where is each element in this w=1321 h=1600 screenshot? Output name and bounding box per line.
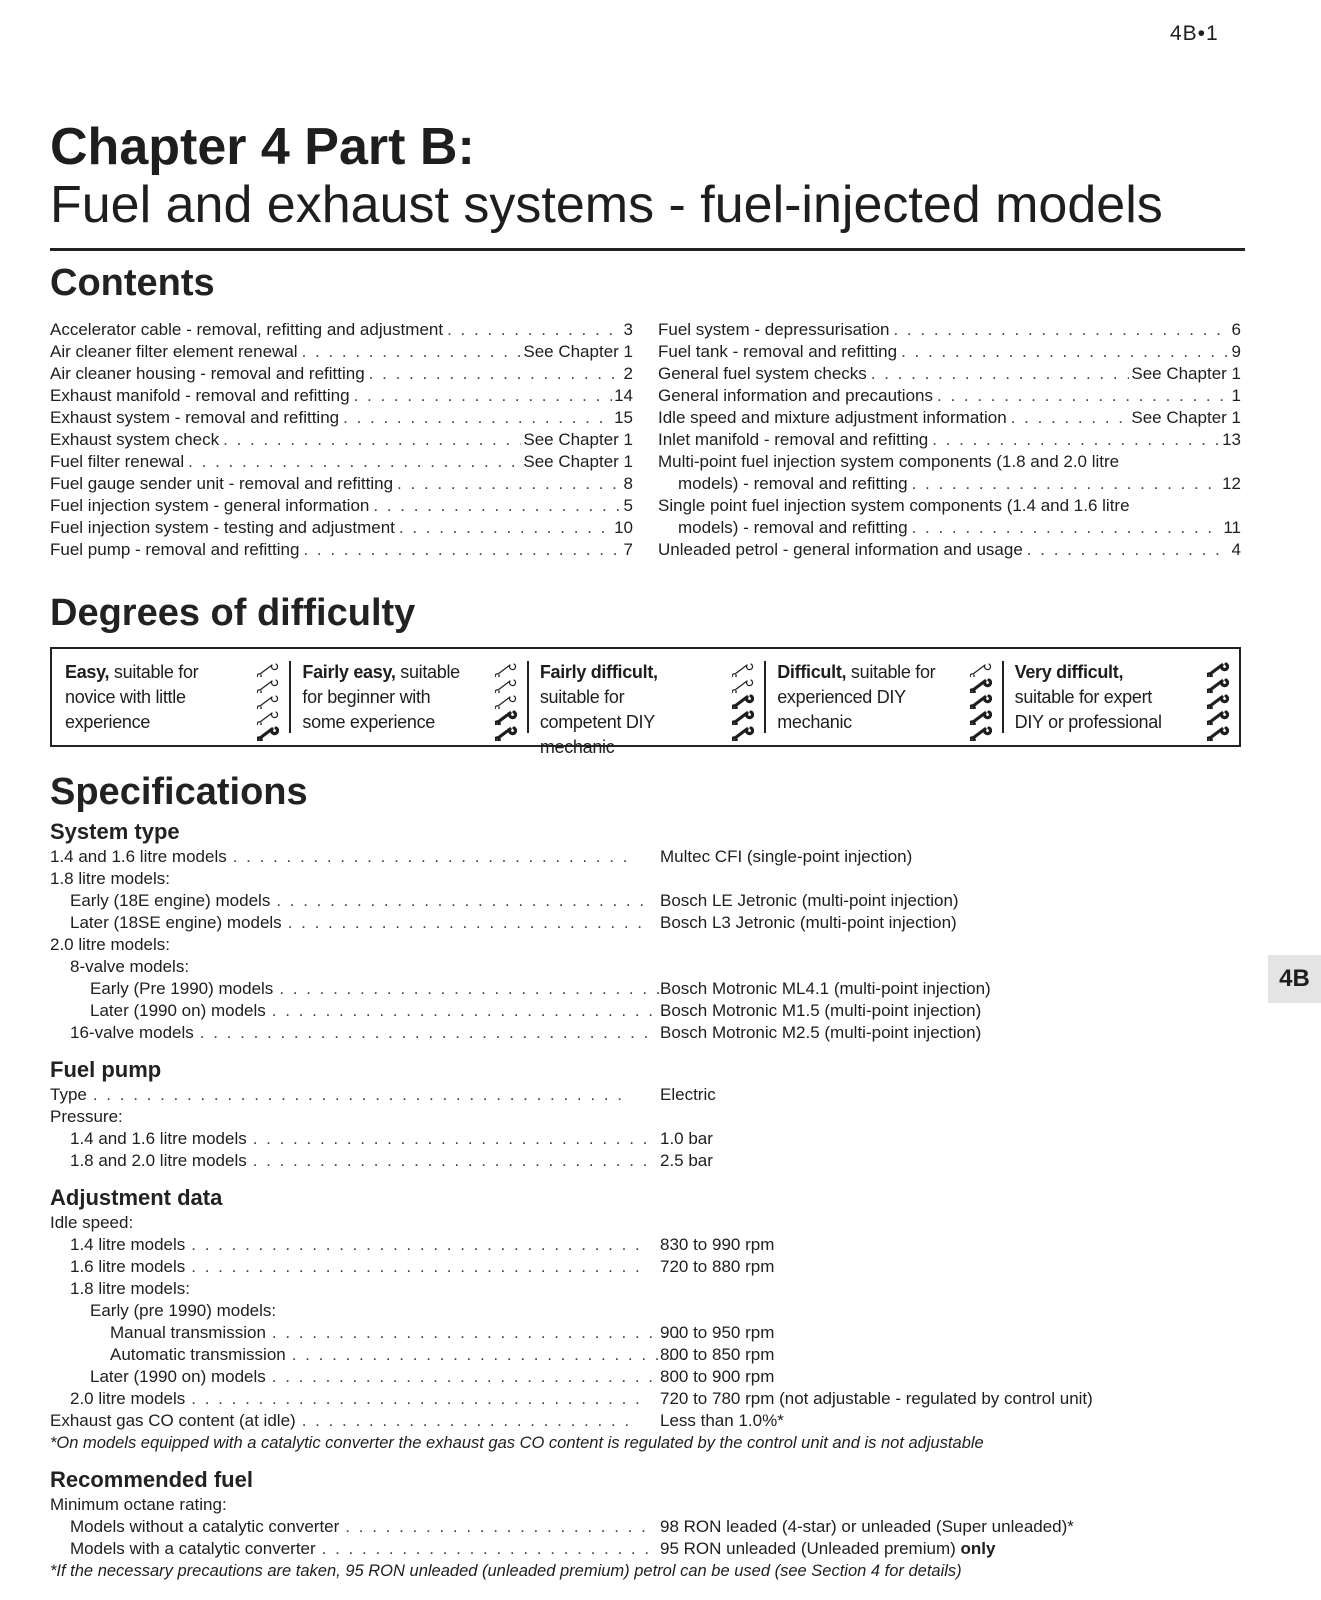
difficulty-level-fairly-difficult: Fairly difficult, suitable for competent DIY mechanic (527, 649, 764, 745)
chapter-subtitle: Fuel and exhaust systems - fuel-injected models (50, 176, 1163, 234)
spec-row: Minimum octane rating: (50, 1495, 227, 1514)
spec-row: Models without a catalytic converter . . . 98 RON leaded (4-star) or unleaded (Super unleaded)* (50, 1516, 1250, 1538)
toc-item[interactable]: Air cleaner housing - removal and refitting . . . 2 (50, 364, 633, 386)
toc-item[interactable]: Exhaust system - removal and refitting . . . 15 (50, 408, 633, 430)
toc-item[interactable]: Exhaust manifold - removal and refitting . . . 14 (50, 386, 633, 408)
spanner-outline-icon (257, 693, 279, 709)
title-divider (50, 248, 1245, 251)
spec-row: 1.6 litre models . . . 720 to 880 rpm (50, 1256, 1250, 1278)
spanner-filled-icon (970, 693, 992, 709)
spanner-filled-icon (970, 677, 992, 693)
toc-item[interactable]: Fuel system - depressurisation . . . 6 (658, 320, 1241, 342)
difficulty-level-fairly-easy: Fairly easy, suitable for beginner with some experience (289, 649, 526, 745)
spanner-outline-icon (495, 677, 517, 693)
spec-row: 2.0 litre models: (50, 935, 170, 954)
page-number: 4B•1 (1170, 22, 1219, 45)
difficulty-heading: Degrees of difficulty (50, 592, 416, 634)
spanner-filled-icon (1207, 693, 1229, 709)
spec-row: 1.8 litre models: (70, 1279, 190, 1298)
spanner-filled-icon (732, 693, 754, 709)
spanner-filled-icon (970, 725, 992, 741)
spanner-filled-icon (970, 709, 992, 725)
toc-item[interactable]: Fuel gauge sender unit - removal and refitting . . . 8 (50, 474, 633, 496)
spec-row: 1.8 and 2.0 litre models . . . 2.5 bar (50, 1150, 1250, 1172)
spec-row: Early (Pre 1990) models . . . Bosch Motronic ML4.1 (multi-point injection) (50, 978, 1250, 1000)
contents-left-column (50, 320, 633, 562)
toc-item-first-line[interactable]: Multi-point fuel injection system components (1.8 and 2.0 litre (658, 452, 1120, 471)
chapter-header (50, 118, 1245, 234)
spec-row: Idle speed: (50, 1213, 134, 1232)
toc-item[interactable]: Exhaust system check . . . See Chapter 1 (50, 430, 633, 452)
spanner-filled-icon (257, 725, 279, 741)
spec-row: 1.4 and 1.6 litre models . . . 1.0 bar (50, 1128, 1250, 1150)
spanner-outline-icon (495, 661, 517, 677)
spec-row: 16-valve models . . . Bosch Motronic M2.5 (multi-point injection) (50, 1022, 1250, 1044)
spec-row: Models with a catalytic converter . . . 95 RON unleaded (Unleaded premium) only (50, 1538, 1250, 1560)
spec-subheading-recommended-fuel: Recommended fuel (50, 1467, 253, 1492)
toc-item[interactable]: Fuel filter renewal . . . See Chapter 1 (50, 452, 633, 474)
spanner-outline-icon (257, 709, 279, 725)
footnote: *On models equipped with a catalytic converter the exhaust gas CO content is regulated by the control unit and is not adjustable (50, 1434, 984, 1452)
spec-row: Early (18E engine) models . . . Bosch LE Jetronic (multi-point injection) (50, 890, 1250, 912)
spec-row: Later (1990 on) models . . . Bosch Motronic M1.5 (multi-point injection) (50, 1000, 1250, 1022)
spec-row: 1.4 litre models . . . 830 to 990 rpm (50, 1234, 1250, 1256)
difficulty-level-difficult: Difficult, suitable for experienced DIY mechanic (764, 649, 1001, 745)
spec-row: Early (pre 1990) models: (90, 1301, 277, 1320)
spanner-rating (970, 661, 992, 741)
spanner-filled-icon (1207, 725, 1229, 741)
spanner-filled-icon (495, 725, 517, 741)
spanner-outline-icon (257, 661, 279, 677)
contents-heading: Contents (50, 262, 215, 304)
toc-item-first-line[interactable]: Single point fuel injection system components (1.4 and 1.6 litre (658, 496, 1130, 515)
chapter-side-tab: 4B (1268, 955, 1321, 1003)
footnote: *If the necessary precautions are taken, 95 RON unleaded (unleaded premium) petrol can be used (see Section 4 for details) (50, 1562, 962, 1580)
spec-row: Manual transmission . . . 900 to 950 rpm (50, 1322, 1250, 1344)
toc-item[interactable]: Inlet manifold - removal and refitting . . . 13 (658, 430, 1241, 452)
toc-item[interactable]: Fuel injection system - testing and adjustment . . . 10 (50, 518, 633, 540)
spanner-outline-icon (257, 677, 279, 693)
toc-item[interactable]: Unleaded petrol - general information and usage . . . 4 (658, 540, 1241, 562)
spanner-filled-icon (1207, 709, 1229, 725)
spec-row: Later (1990 on) models . . . 800 to 900 rpm (50, 1366, 1250, 1388)
toc-item[interactable]: Fuel pump - removal and refitting . . . 7 (50, 540, 633, 562)
toc-item[interactable]: models) - removal and refitting . . . 12 (658, 474, 1241, 496)
difficulty-level-easy: Easy, suitable for novice with little experience (52, 649, 289, 745)
contents-right-column (658, 320, 1241, 562)
difficulty-rating-box (50, 647, 1241, 757)
spanner-filled-icon (1207, 677, 1229, 693)
specifications-heading: Specifications (50, 771, 308, 813)
spanner-outline-icon (970, 661, 992, 677)
spanner-outline-icon (732, 677, 754, 693)
spec-row: 8-valve models: (70, 957, 190, 976)
spec-row: 1.8 litre models: (50, 869, 170, 888)
spec-row: Later (18SE engine) models . . . Bosch L3 Jetronic (multi-point injection) (50, 912, 1250, 934)
spanner-rating (257, 661, 279, 741)
toc-item[interactable]: Fuel injection system - general information . . . 5 (50, 496, 633, 518)
toc-item[interactable]: Fuel tank - removal and refitting . . . 9 (658, 342, 1241, 364)
toc-item[interactable]: General fuel system checks . . . See Chapter 1 (658, 364, 1241, 386)
spanner-rating (495, 661, 517, 741)
toc-item[interactable]: General information and precautions . . . 1 (658, 386, 1241, 408)
toc-item[interactable]: models) - removal and refitting . . . 11 (658, 518, 1241, 540)
spec-subheading-adjustment-data: Adjustment data (50, 1185, 223, 1210)
spec-row: 1.4 and 1.6 litre models . . . Multec CFI (single-point injection) (50, 846, 1250, 868)
spanner-outline-icon (495, 693, 517, 709)
spanner-rating (1207, 661, 1229, 741)
spanner-filled-icon (732, 709, 754, 725)
toc-item[interactable]: Idle speed and mixture adjustment information . . . See Chapter 1 (658, 408, 1241, 430)
spanner-filled-icon (495, 709, 517, 725)
toc-item[interactable]: Air cleaner filter element renewal . . . See Chapter 1 (50, 342, 633, 364)
spec-subheading-system-type: System type (50, 819, 180, 844)
spec-subheading-fuel-pump: Fuel pump (50, 1057, 162, 1082)
chapter-title: Chapter 4 Part B: (50, 118, 475, 176)
spec-row: Type . . . Electric (50, 1084, 1250, 1106)
spanner-outline-icon (732, 661, 754, 677)
spec-row: Pressure: (50, 1107, 123, 1126)
spec-row: 2.0 litre models . . . 720 to 780 rpm (not adjustable - regulated by control unit) (50, 1388, 1250, 1410)
spanner-filled-icon (732, 725, 754, 741)
spanner-filled-icon (1207, 661, 1229, 677)
spec-row: Automatic transmission . . . 800 to 850 rpm (50, 1344, 1250, 1366)
spec-row: Exhaust gas CO content (at idle) . . . Less than 1.0%* (50, 1410, 1250, 1432)
specifications-list (50, 818, 1250, 1582)
spanner-rating (732, 661, 754, 741)
toc-item[interactable]: Accelerator cable - removal, refitting and adjustment . . . 3 (50, 320, 633, 342)
difficulty-level-very-difficult: Very difficult, suitable for expert DIY or professional (1002, 649, 1239, 745)
